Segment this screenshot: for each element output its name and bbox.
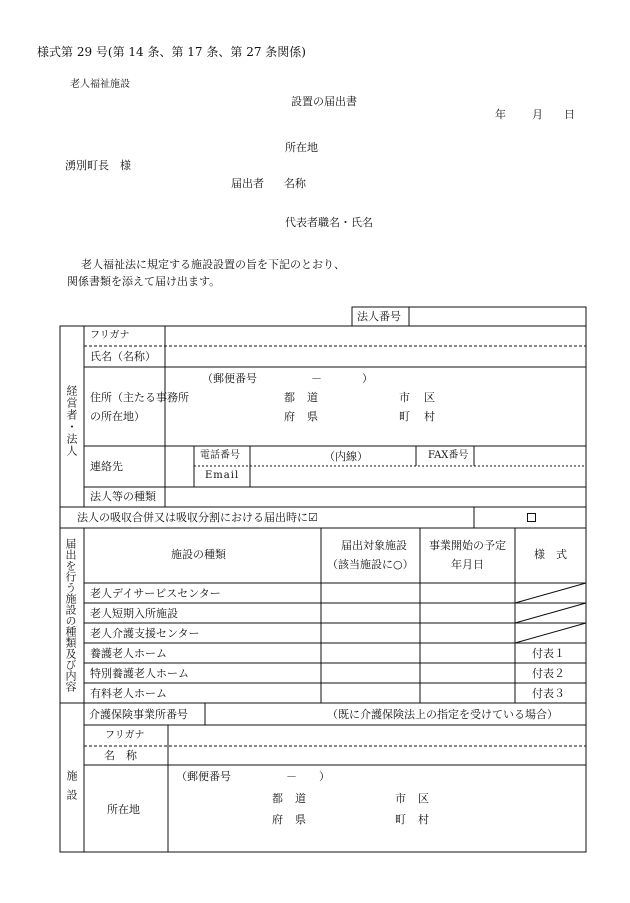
operator-town-machi: 町 bbox=[399, 410, 410, 423]
form-number: 様式第 29 号(第 14 条、第 17 条、第 27 条関係) bbox=[37, 45, 306, 59]
operator-pref-ken: 県 bbox=[307, 410, 318, 423]
corp-number-label: 法人番号 bbox=[357, 310, 401, 323]
contact-label: 連絡先 bbox=[90, 460, 123, 473]
care-insurance-note: （既に介護保険法上の指定を受けている場合） bbox=[327, 708, 558, 721]
facility-city-ku: 区 bbox=[418, 792, 429, 805]
operator-city-ku: 区 bbox=[424, 391, 435, 404]
facility-village-mura: 村 bbox=[418, 813, 429, 826]
operator-pref-michi: 道 bbox=[307, 391, 318, 404]
facility-type-heading: 老人福祉施設 bbox=[70, 79, 130, 90]
document-title: 設置の届出書 bbox=[291, 95, 357, 108]
facility-city-shi: 市 bbox=[395, 792, 406, 805]
facility-pref-michi: 道 bbox=[295, 792, 306, 805]
operator-name-label: 氏名（名称） bbox=[90, 350, 156, 363]
addressee: 湧別町長 様 bbox=[65, 159, 131, 172]
operator-village-mura: 村 bbox=[424, 410, 435, 423]
operator-section-label: 経営者・法人 bbox=[65, 385, 78, 457]
facility-row-form: 付表１ bbox=[532, 647, 565, 660]
facility-pref-fu: 府 bbox=[272, 813, 283, 826]
col-form: 様 式 bbox=[534, 548, 567, 561]
facility-row-name: 老人デイサービスセンター bbox=[90, 587, 221, 600]
facility-postal-dash: － bbox=[286, 770, 297, 783]
date-month: 月 bbox=[532, 108, 543, 121]
representative-label: 代表者職名・氏名 bbox=[285, 216, 373, 229]
col-target-2: （該当施設に○） bbox=[327, 558, 414, 571]
col-start-1: 事業開始の予定 bbox=[429, 539, 506, 552]
operator-address-label-2: の所在地） bbox=[90, 410, 145, 423]
facility-postal-label: （郵便番号 bbox=[176, 770, 231, 783]
operator-furigana-label: フリガナ bbox=[90, 330, 130, 341]
fax-label: FAX番号 bbox=[428, 450, 469, 461]
operator-postal-dash: － bbox=[311, 372, 322, 385]
facility-types-section-label: 届出を行う施設の種類及び内容 bbox=[64, 538, 77, 692]
operator-postal-close: ） bbox=[362, 372, 373, 385]
body-line-2: 関係書類を添えて届け出ます。 bbox=[67, 275, 221, 288]
facility-row-name: 養護老人ホーム bbox=[90, 647, 167, 660]
operator-postal-label: （郵便番号 bbox=[202, 372, 257, 385]
facility-postal-close: ） bbox=[319, 770, 330, 783]
col-facility-type: 施設の種類 bbox=[171, 548, 226, 561]
corp-type-label: 法人等の種類 bbox=[90, 490, 156, 503]
merger-label: 法人の吸収合併又は吸収分割における届出時に☑ bbox=[77, 511, 318, 524]
col-target-1: 届出対象施設 bbox=[341, 539, 407, 552]
col-start-2: 年月日 bbox=[451, 558, 484, 571]
facility-furigana-label: フリガナ bbox=[105, 730, 145, 741]
date-day: 日 bbox=[564, 108, 575, 121]
facility-town-machi: 町 bbox=[395, 813, 406, 826]
date-year: 年 bbox=[495, 108, 506, 121]
merger-checkbox[interactable] bbox=[527, 513, 536, 522]
phone-label: 電話番号 bbox=[200, 450, 240, 461]
facility-row-form: 付表３ bbox=[532, 687, 565, 700]
facility-pref-ken: 県 bbox=[295, 813, 306, 826]
facility-row-name: 老人介護支援センター bbox=[90, 627, 200, 640]
facility-pref-to: 都 bbox=[272, 792, 283, 805]
facility-row-name: 特別養護老人ホーム bbox=[90, 667, 189, 680]
facility-section-label: 施設 bbox=[65, 770, 78, 808]
facility-name-label: 名 称 bbox=[104, 749, 137, 762]
facility-row-name: 老人短期入所施設 bbox=[90, 607, 178, 620]
email-label: Email bbox=[205, 470, 240, 481]
location-label: 所在地 bbox=[285, 141, 318, 154]
care-insurance-number-label: 介護保険事業所番号 bbox=[89, 708, 188, 721]
operator-city-shi: 市 bbox=[399, 391, 410, 404]
operator-pref-to: 都 bbox=[284, 391, 295, 404]
facility-row-name: 有料老人ホーム bbox=[90, 687, 167, 700]
body-line-1: 老人福祉法に規定する施設設置の旨を下記のとおり、 bbox=[81, 258, 345, 271]
operator-pref-fu: 府 bbox=[284, 410, 295, 423]
extension-label: （内線） bbox=[324, 450, 368, 463]
notifier-label: 届出者 bbox=[231, 177, 264, 190]
name-label: 名称 bbox=[284, 177, 306, 190]
facility-location-label: 所在地 bbox=[107, 803, 140, 816]
facility-row-form: 付表２ bbox=[532, 667, 565, 680]
operator-address-label-1: 住所（主たる事務所 bbox=[90, 391, 189, 404]
